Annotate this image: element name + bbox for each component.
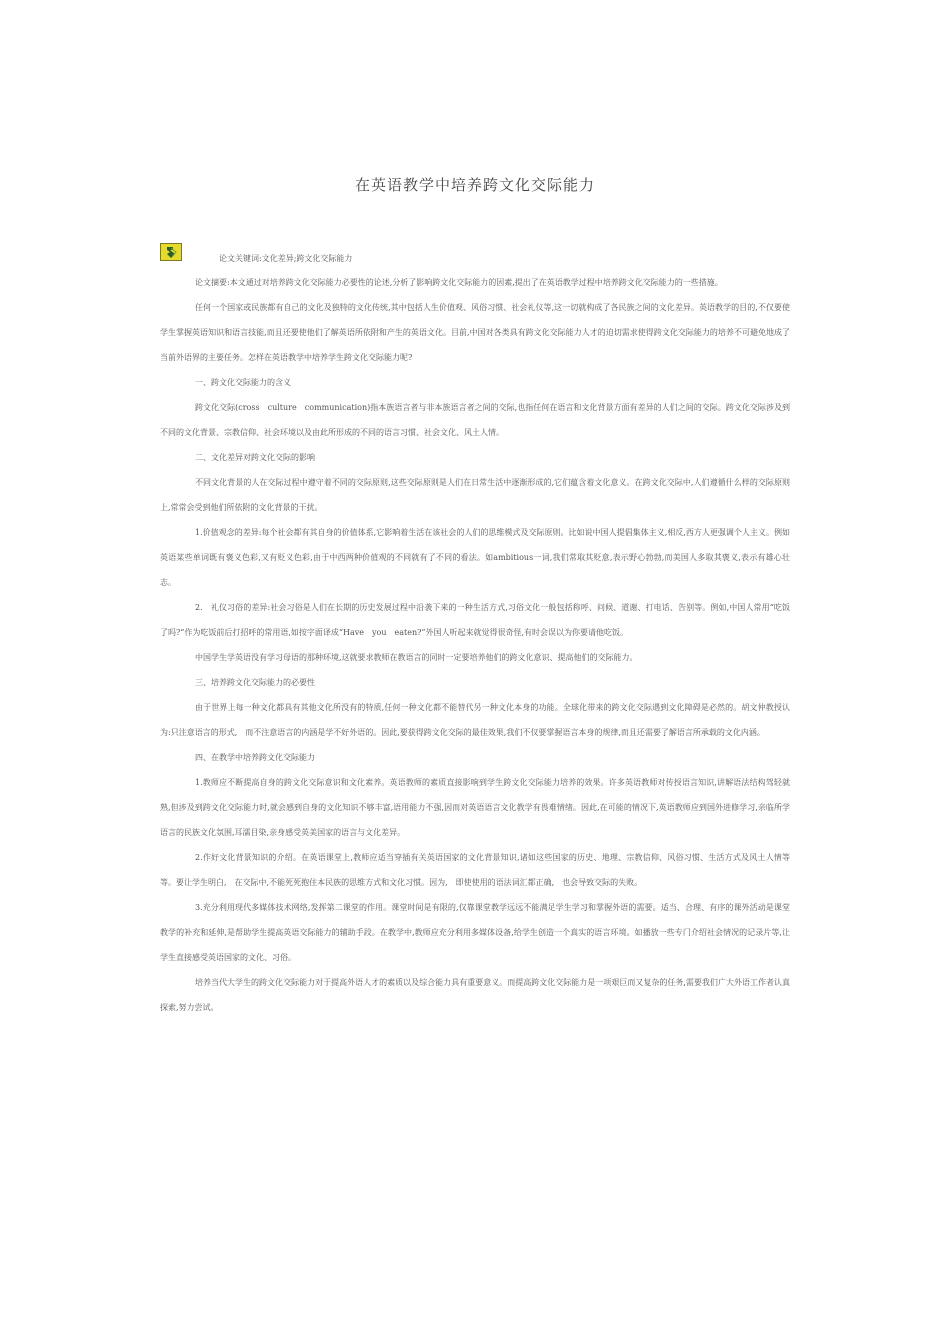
document-body [160,270,790,1020]
abstract-paragraph: 论文摘要:本文通过对培养跨文化交际能力必要性的论述,分析了影响跨文化交际能力的因素,提出了在英语教学过程中培养跨文化交际能力的一些措施。 [195,278,723,287]
body-paragraph: 1.教师应不断提高自身的跨文化交际意识和文化素养。英语教师的素质直接影响到学生跨文化交际能力培养的效果。许多英语教师对传授语言知识,讲解语法结构驾轻就熟,但涉及到跨文化交际能力时,就会感到自身的文化知识不够丰富,语用能力不强,因而对英语语言文化教学有畏难情绪。因此,在可能的情况下,英语教师应到国外进修学习,亲临所学语言的民族文化氛围,耳濡目染,亲身感受英美国家的语言与文化差异。 [160,778,790,837]
keywords-line: 论文关键词:文化差异;跨文化交际能力 [219,254,353,263]
conclusion-paragraph: 培养当代大学生的跨文化交际能力对于提高外语人才的素质以及综合能力具有重要意义。而提高跨文化交际能力是一项艰巨而又复杂的任务,需要我们广大外语工作者认真探索,努力尝试。 [160,978,790,1012]
body-paragraph: 中国学生学英语没有学习母语的那种环境,这就要求教师在教语言的同时一定要培养他们的跨文化意识、提高他们的交际能力。 [195,653,638,662]
section-heading: 二、文化差异对跨文化交际的影响 [195,453,315,462]
document-title: 在英语教学中培养跨文化交际能力 [354,176,595,194]
body-paragraph: 任何一个国家或民族都有自己的文化及独特的文化传统,其中包括人生价值观、风俗习惯、社会礼仪等,这一切就构成了各民族之间的文化差异。英语教学的目的,不仅要使学生掌握英语知识和语言技能,而且还要使他们了解英语所依附和产生的英语文化。目前,中国对各类具有跨文化交际能力人才的迫切需求使得跨文化交际能力的培养不可避免地成了当前外语界的主要任务。怎样在英语教学中培养学生跨文化交际能力呢? [160,303,790,362]
section-heading: 三、培养跨文化交际能力的必要性 [195,678,315,687]
body-paragraph: 2.作好文化背景知识的介绍。在英语课堂上,教师应适当穿插有关英语国家的文化背景知识,诸如这些国家的历史、地理、宗教信仰、风俗习惯、生活方式及风土人情等等。要让学生明白, 在交际中,不能死死抱住本民族的思维方式和文化习惯。因为, 即使使用的语法词汇都正确, 也会导致交际的失败。 [160,853,790,887]
body-paragraph: 1.价值观念的差异:每个社会都有其自身的价值体系,它影响着生活在该社会的人们的思维模式及交际原则。比如说中国人提倡集体主义,相反,西方人更强调个人主义。例如英语某些单词既有褒义色彩,又有贬义色彩,由于中西两种价值观的不同就有了不同的看法。如ambitious一词,我们常取其贬意,表示野心勃勃,而美国人多取其褒义,表示有雄心壮志。 [160,528,790,587]
body-paragraph: 由于世界上每一种文化都具有其他文化所没有的特质,任何一种文化都不能替代另一种文化本身的功能。全球化带来的跨文化交际遇到文化障碍是必然的。胡文仲教授认为:只注意语言的形式, 而不注意语言的内涵是学不好外语的。因此,要获得跨文化交际的最佳效果,我们不仅要掌握语言本身的规律,而且还需要了解语言所承载的文化内涵。 [160,703,790,737]
body-paragraph: 不同文化背景的人在交际过程中遵守着不同的交际原则,这些交际原则是人们在日常生活中逐渐形成的,它们蕴含着文化意义。在跨文化交际中,人们遵循什么样的交际原则上,常常会受到他们所依附的文化背景的干扰。 [160,478,790,512]
body-paragraph: 跨文化交际(cross culture communication)指本族语言者与非本族语言者之间的交际,也指任何在语言和文化背景方面有差异的人们之间的交际。跨文化交际涉及到不同的文化背景、宗教信仰、社会环境以及由此所形成的不同的语言习惯、社会文化、风土人情。 [160,403,790,437]
document-icon [160,243,182,261]
section-heading: 一、跨文化交际能力的含义 [195,378,291,387]
body-paragraph: 3.充分利用现代多媒体技术网络,发挥第二课堂的作用。课堂时间是有限的,仅靠课堂教学远远不能满足学生学习和掌握外语的需要。适当、合理、有序的课外活动是课堂教学的补充和延伸,是帮助学生提高英语交际能力的辅助手段。在教学中,教师应充分利用多媒体设备,给学生创造一个真实的语言环境。如播放一些专门介绍社会情况的记录片等,让学生直接感受英语国家的文化、习俗。 [160,903,790,962]
section-heading: 四、在教学中培养跨文化交际能力 [195,753,315,762]
body-paragraph: 2. 礼仪习俗的差异:社会习俗是人们在长期的历史发展过程中沿袭下来的一种生活方式,习俗文化一般包括称呼、问候、道谢、打电话、告别等。例如,中国人常用“吃饭了吗?”作为吃饭前后打招呼的常用语,如按字面译成“Have you eaten?”外国人听起来就觉得很奇怪,有时会误以为你要请他吃饭。 [160,603,790,637]
